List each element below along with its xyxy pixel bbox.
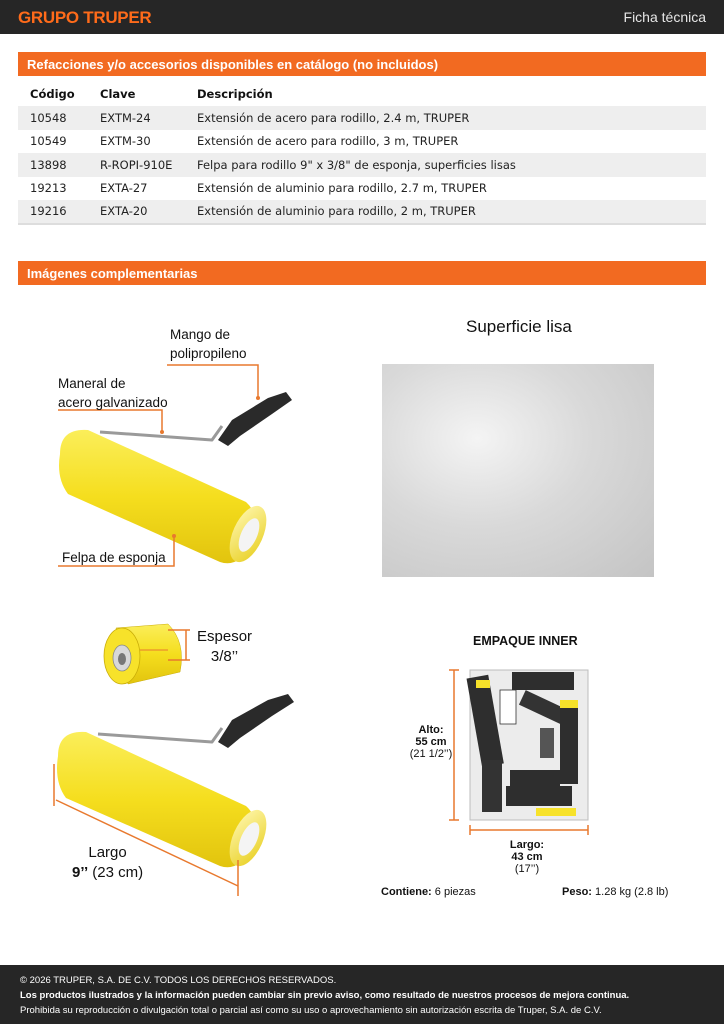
images-section-title: Imágenes complementarias — [18, 261, 706, 285]
parts-section-title: Refacciones y/o accesorios disponibles en catálogo (no incluidos) — [18, 52, 706, 76]
disclaimer: Los productos ilustrados y la información pueden cambiar sin previo aviso, como resultado de nuestros procesos de mejora continua. — [20, 990, 630, 1001]
part-description: Extensión de aluminio para rodillo, 2.7 m, TRUPER — [185, 177, 706, 201]
part-code: 19216 — [18, 200, 88, 224]
smooth-surface-image — [382, 364, 654, 577]
part-code: 10549 — [18, 130, 88, 154]
part-description: Extensión de acero para rodillo, 3 m, TRUPER — [185, 130, 706, 154]
part-code: 10548 — [18, 106, 88, 130]
handle-callout: Mango de polipropileno — [170, 327, 247, 361]
callout-line-frame — [58, 410, 162, 432]
paint-roller-image-1 — [59, 392, 292, 568]
package-contents: Contiene: 6 piezas — [381, 886, 476, 898]
copyright: © 2026 TRUPER, S.A. DE C.V. TODOS LOS DERECHOS RESERVADOS. — [20, 975, 337, 986]
package-height-label: Alto: 55 cm (21 1/2’’) — [409, 724, 453, 760]
frame-callout: Maneral de acero galvanizado — [58, 376, 168, 410]
part-key: R-ROPI-910E — [88, 153, 185, 177]
length-label: Largo 9’’ (23 cm) — [72, 844, 144, 881]
part-key: EXTM-30 — [88, 130, 185, 154]
legal-notice: Prohibida su reproducción o divulgación total o parcial así como su uso o aprovechamiento sin autorización escrita de Truper, S.A. de C.V. — [20, 1005, 602, 1016]
footer — [0, 965, 724, 1024]
part-code: 19213 — [18, 177, 88, 201]
column-header: Descripción — [185, 82, 706, 106]
column-header: Clave — [88, 82, 185, 106]
part-description: Felpa para rodillo 9" x 3/8" de esponja, superficies lisas — [185, 153, 706, 177]
column-header: Código — [18, 82, 88, 106]
callout-line-handle — [167, 365, 258, 398]
package-width-dimension — [470, 825, 588, 835]
part-description: Extensión de acero para rodillo, 2.4 m, TRUPER — [185, 106, 706, 130]
part-key: EXTM-24 — [88, 106, 185, 130]
document-type: Ficha técnica — [623, 9, 706, 25]
package-weight: Peso: 1.28 kg (2.8 lb) — [562, 886, 669, 898]
roller-cross-section — [104, 624, 182, 684]
roller-handle — [218, 392, 292, 446]
inner-package-image — [467, 670, 588, 820]
part-key: EXTA-20 — [88, 200, 185, 224]
surface-title: Superficie lisa — [466, 317, 572, 336]
package-title: EMPAQUE INNER — [473, 634, 578, 648]
roller-cover — [59, 430, 255, 563]
cover-callout: Felpa de esponja — [62, 550, 166, 565]
thickness-label: Espesor 3/8’’ — [197, 628, 253, 665]
part-key: EXTA-27 — [88, 177, 185, 201]
part-description: Extensión de aluminio para rodillo, 2 m, TRUPER — [185, 200, 706, 224]
brand-logo: GRUPO TRUPER — [18, 8, 152, 27]
package-width-label: Largo: 43 cm (17’’) — [509, 839, 545, 875]
part-code: 13898 — [18, 153, 88, 177]
